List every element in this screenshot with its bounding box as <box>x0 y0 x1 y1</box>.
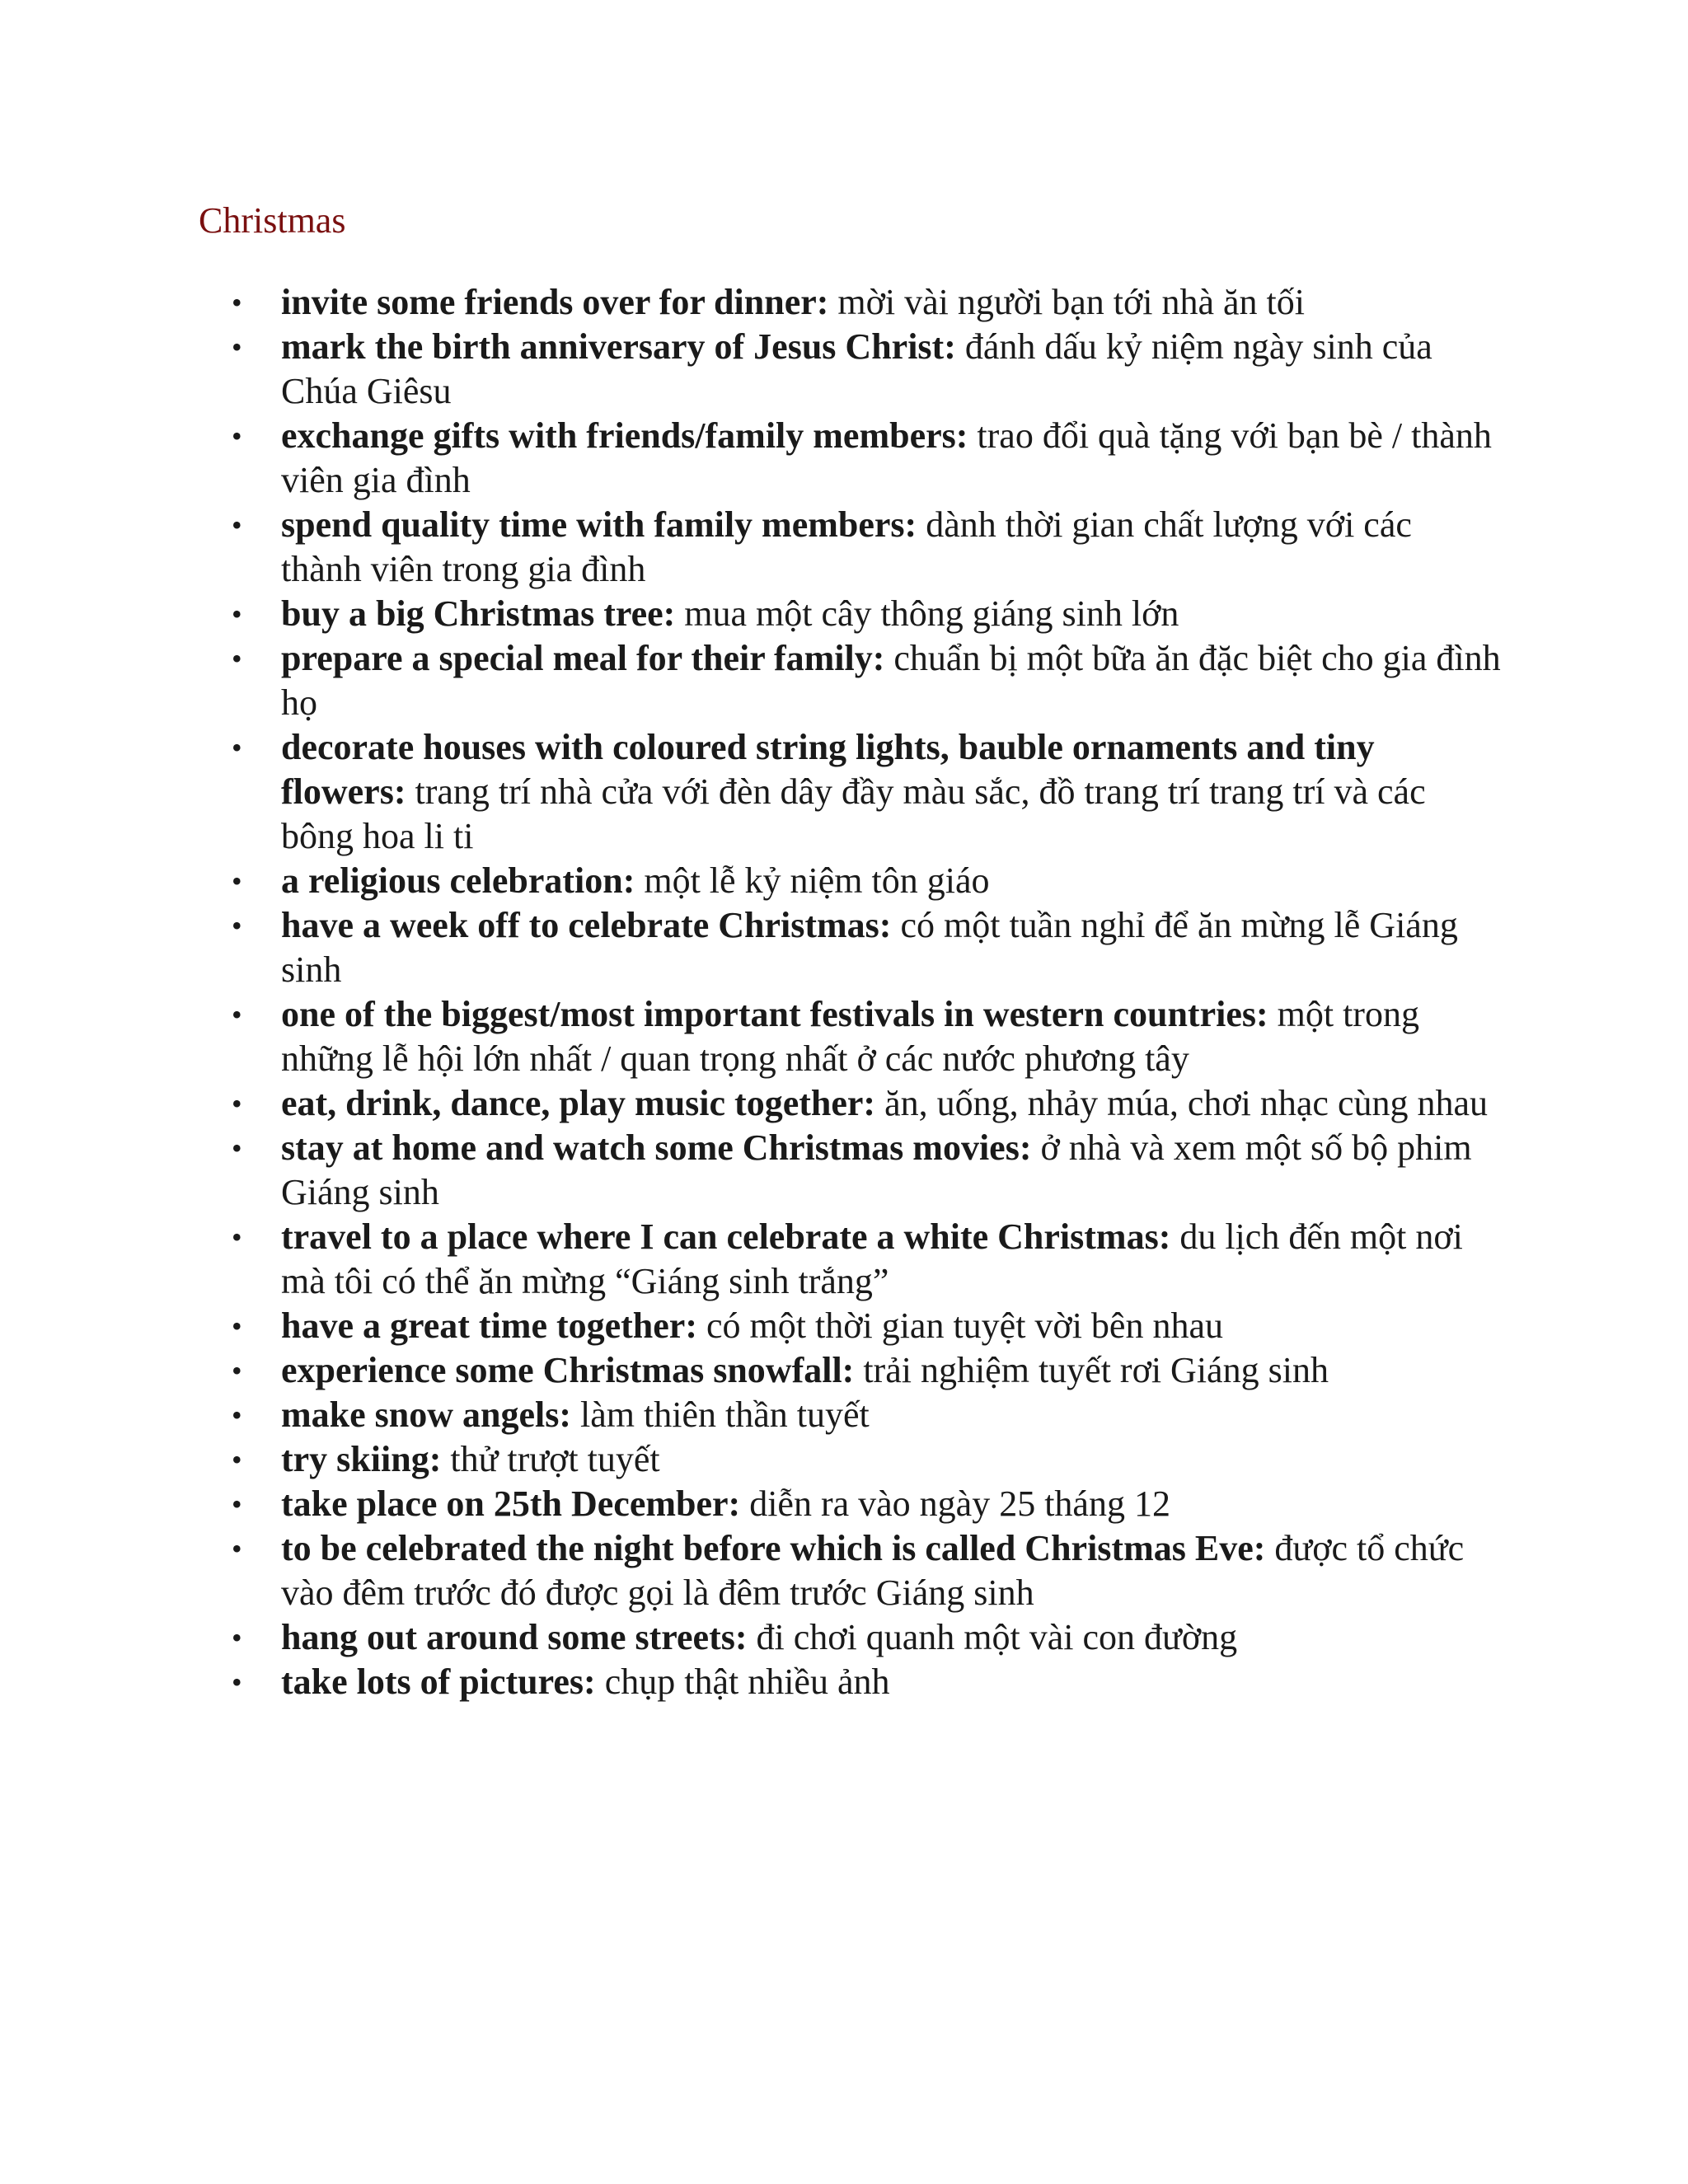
item-term: make snow angels: <box>281 1394 572 1435</box>
bullet-icon: • <box>232 1532 242 1565</box>
bullet-icon: • <box>232 1488 242 1521</box>
item-term: take lots of pictures: <box>281 1661 596 1702</box>
bullet-icon: • <box>232 1132 242 1165</box>
document-title: Christmas <box>199 200 346 241</box>
item-term: decorate houses with coloured string lights, bauble ornaments and tiny flowers: <box>281 727 1375 812</box>
item-term: mark the birth anniversary of Jesus Christ: <box>281 326 956 367</box>
bullet-icon: • <box>232 909 242 942</box>
list-item <box>0 859 1501 903</box>
bullet-icon: • <box>232 1087 242 1120</box>
list-item <box>0 1660 1501 1704</box>
item-term: experience some Christmas snowfall: <box>281 1350 855 1390</box>
bullet-icon: • <box>232 330 242 363</box>
item-meaning: mời vài người bạn tới nhà ăn tối <box>828 282 1305 322</box>
item-meaning: đánh dấu kỷ niệm ngày sinh của Chúa Giêsu <box>281 326 1432 411</box>
list-item <box>0 1393 1501 1437</box>
bullet-icon: • <box>232 1221 242 1254</box>
bullet-icon: • <box>232 419 242 452</box>
item-meaning: trải nghiệm tuyết rơi Giáng sinh <box>854 1350 1329 1390</box>
list-item <box>0 1615 1501 1660</box>
list-item <box>0 1304 1501 1348</box>
item-term: have a great time together: <box>281 1305 697 1346</box>
list-item <box>0 636 1501 725</box>
item-term: hang out around some streets: <box>281 1617 748 1657</box>
bullet-icon: • <box>232 1399 242 1432</box>
item-meaning: du lịch đến một nơi mà tôi có thể ăn mừng “Giáng sinh trắng” <box>281 1216 1463 1301</box>
item-term: stay at home and watch some Christmas movies: <box>281 1127 1032 1168</box>
item-meaning: dành thời gian chất lượng với các thành viên trong gia đình <box>281 504 1412 589</box>
list-item <box>0 725 1501 859</box>
list-item <box>0 903 1501 992</box>
item-meaning: làm thiên thần tuyết <box>571 1394 870 1435</box>
list-item <box>0 414 1501 503</box>
bullet-icon: • <box>232 1310 242 1343</box>
item-meaning: ở nhà và xem một số bộ phim Giáng sinh <box>281 1127 1472 1212</box>
bullet-icon: • <box>232 1666 242 1699</box>
item-term: a religious celebration: <box>281 860 635 901</box>
item-meaning: trang trí nhà cửa với đèn dây đầy màu sắc, đồ trang trí trang trí và các bông hoa li ti <box>281 771 1426 856</box>
item-term: prepare a special meal for their family: <box>281 638 885 678</box>
list-item <box>0 280 1501 325</box>
item-term: have a week off to celebrate Christmas: <box>281 905 892 945</box>
bullet-icon: • <box>232 1354 242 1387</box>
vocabulary-list <box>0 280 1688 1704</box>
item-meaning: một lễ kỷ niệm tôn giáo <box>635 860 990 901</box>
list-item <box>0 1126 1501 1215</box>
item-meaning: trao đổi quà tặng với bạn bè / thành viên gia đình <box>281 415 1492 500</box>
bullet-icon: • <box>232 731 242 764</box>
bullet-icon: • <box>232 998 242 1031</box>
list-item <box>0 1526 1501 1615</box>
bullet-icon: • <box>232 642 242 675</box>
list-item <box>0 1437 1501 1482</box>
list-item <box>0 1482 1501 1526</box>
item-term: eat, drink, dance, play music together: <box>281 1083 876 1123</box>
bullet-icon: • <box>232 1621 242 1654</box>
item-meaning: có một thời gian tuyệt vời bên nhau <box>697 1305 1223 1346</box>
item-meaning: đi chơi quanh một vài con đường <box>747 1617 1238 1657</box>
list-item <box>0 592 1501 636</box>
item-term: buy a big Christmas tree: <box>281 593 676 634</box>
item-term: spend quality time with family members: <box>281 504 917 545</box>
item-meaning: được tổ chức vào đêm trước đó được gọi là đêm trước Giáng sinh <box>281 1528 1465 1613</box>
bullet-icon: • <box>232 1443 242 1476</box>
item-meaning: chụp thật nhiều ảnh <box>595 1661 890 1702</box>
bullet-icon: • <box>232 286 242 319</box>
list-item <box>0 992 1501 1081</box>
list-item <box>0 325 1501 414</box>
item-term: exchange gifts with friends/family members: <box>281 415 968 456</box>
item-term: try skiing: <box>281 1439 442 1479</box>
item-term: one of the biggest/most important festivals in western countries: <box>281 994 1268 1034</box>
item-term: invite some friends over for dinner: <box>281 282 829 322</box>
bullet-icon: • <box>232 509 242 541</box>
list-item <box>0 1081 1501 1126</box>
item-term: travel to a place where I can celebrate a white Christmas: <box>281 1216 1171 1257</box>
list-item <box>0 1215 1501 1304</box>
list-item <box>0 503 1501 592</box>
list-item <box>0 1348 1501 1393</box>
item-meaning: mua một cây thông giáng sinh lớn <box>675 593 1179 634</box>
bullet-icon: • <box>232 865 242 898</box>
item-term: to be celebrated the night before which is called Christmas Eve: <box>281 1528 1266 1568</box>
item-meaning: chuẩn bị một bữa ăn đặc biệt cho gia đình họ <box>281 638 1501 723</box>
item-term: take place on 25th December: <box>281 1483 741 1524</box>
item-meaning: một trong những lễ hội lớn nhất / quan trọng nhất ở các nước phương tây <box>281 994 1419 1079</box>
item-meaning: thử trượt tuyết <box>441 1439 660 1479</box>
item-meaning: ăn, uống, nhảy múa, chơi nhạc cùng nhau <box>875 1083 1489 1123</box>
item-meaning: có một tuần nghỉ để ăn mừng lễ Giáng sinh <box>281 905 1458 990</box>
bullet-icon: • <box>232 598 242 630</box>
item-meaning: diễn ra vào ngày 25 tháng 12 <box>740 1483 1170 1524</box>
